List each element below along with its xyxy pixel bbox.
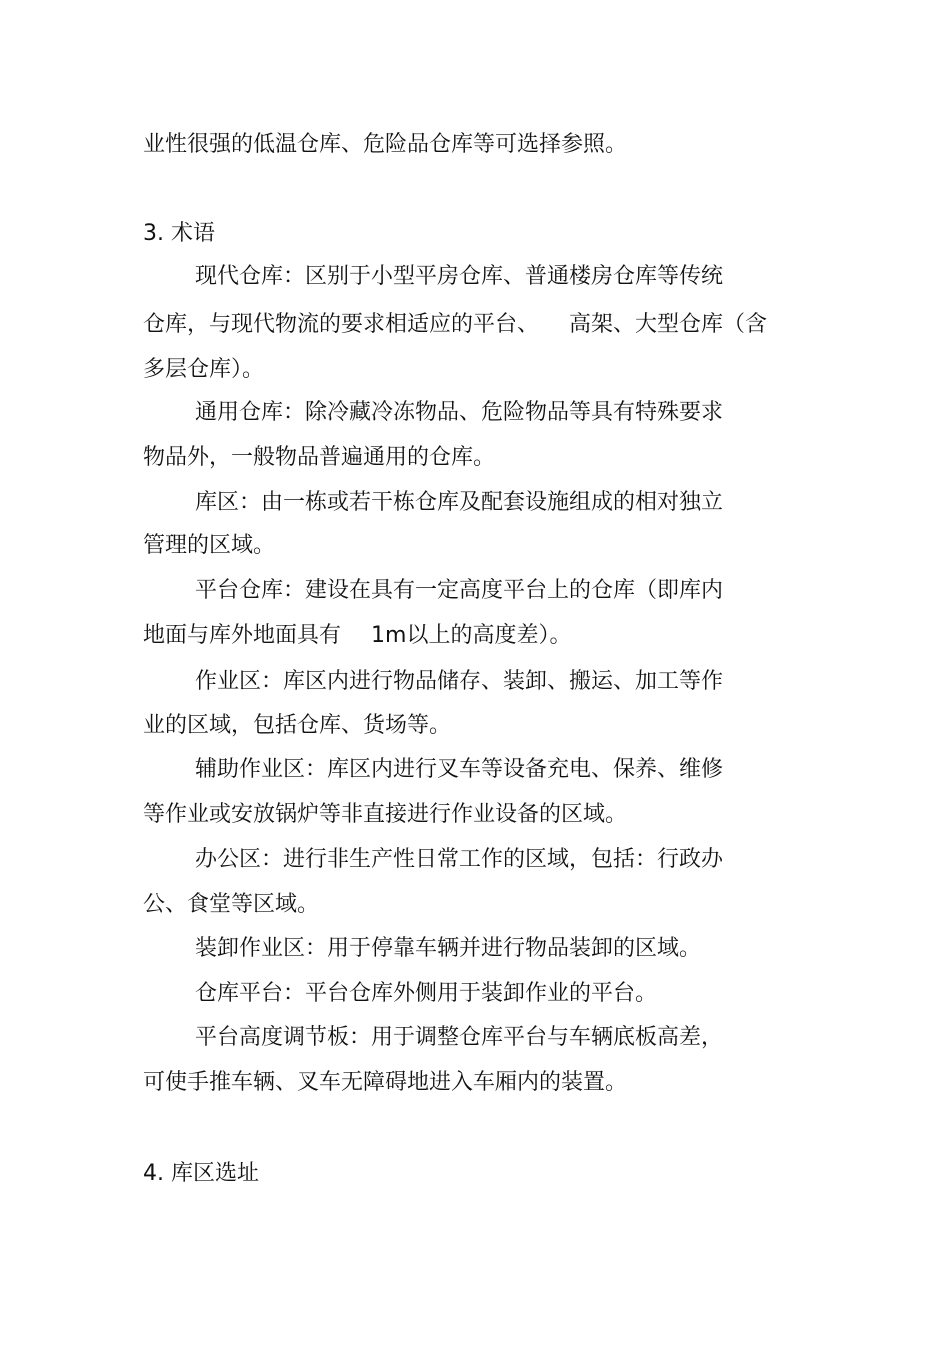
term-work-zone-line-1: 作业区：库区内进行物品储存、装卸、搬运、加工等作 xyxy=(195,669,724,694)
term-modern-warehouse-line-1: 现代仓库：区别于小型平房仓库、普通楼房仓库等传统 xyxy=(195,264,724,289)
term-modern-warehouse-line-2 xyxy=(143,310,767,340)
term-platform-warehouse-line-2b: 1m以上的高度差） xyxy=(371,623,550,648)
term-platform-warehouse-line-2c: 。 xyxy=(549,623,572,648)
term-warehouse-zone-line-2: 管理的区域。 xyxy=(143,533,276,558)
term-general-warehouse-line-2: 物品外，一般物品普遍通用的仓库。 xyxy=(143,445,496,470)
term-modern-warehouse-line-2b: 高架、大型仓库（含 xyxy=(569,312,768,337)
term-platform-warehouse-line-2 xyxy=(143,621,571,651)
term-dock-leveler-line-2: 可使手推车辆、叉车无障碍地进入车厢内的装置。 xyxy=(143,1070,628,1095)
section-3-heading: 3. 术语 xyxy=(143,221,215,246)
term-warehouse-platform-line-1: 仓库平台：平台仓库外侧用于装卸作业的平台。 xyxy=(195,981,658,1006)
section-4-heading: 4. 库区选址 xyxy=(143,1161,259,1186)
term-modern-warehouse-line-3: 多层仓库）。 xyxy=(143,357,265,382)
term-modern-warehouse-line-2a: 仓库，与现代物流的要求相适应的平台、 xyxy=(143,312,540,337)
intro-line: 业性很强的低温仓库、危险品仓库等可选择参照。 xyxy=(143,132,628,157)
term-dock-leveler-line-1: 平台高度调节板：用于调整仓库平台与车辆底板高差， xyxy=(195,1025,724,1050)
term-work-zone-line-2: 业的区域，包括仓库、货场等。 xyxy=(143,713,452,738)
term-office-zone-line-2: 公、食堂等区域。 xyxy=(143,892,320,917)
term-platform-warehouse-line-1: 平台仓库：建设在具有一定高度平台上的仓库（即库内 xyxy=(195,578,724,603)
term-auxiliary-zone-line-2: 等作业或安放锅炉等非直接进行作业设备的区域。 xyxy=(143,802,628,827)
term-platform-warehouse-line-2a: 地面与库外地面具有 xyxy=(143,623,342,648)
term-general-warehouse-line-1: 通用仓库：除冷藏冷冻物品、危险物品等具有特殊要求 xyxy=(195,400,724,425)
term-warehouse-zone-line-1: 库区：由一栋或若干栋仓库及配套设施组成的相对独立 xyxy=(195,490,724,515)
term-auxiliary-zone-line-1: 辅助作业区：库区内进行叉车等设备充电、保养、维修 xyxy=(195,757,724,782)
term-loading-zone-line-1: 装卸作业区：用于停靠车辆并进行物品装卸的区域。 xyxy=(195,936,702,961)
term-office-zone-line-1: 办公区：进行非生产性日常工作的区域，包括：行政办 xyxy=(195,847,724,872)
